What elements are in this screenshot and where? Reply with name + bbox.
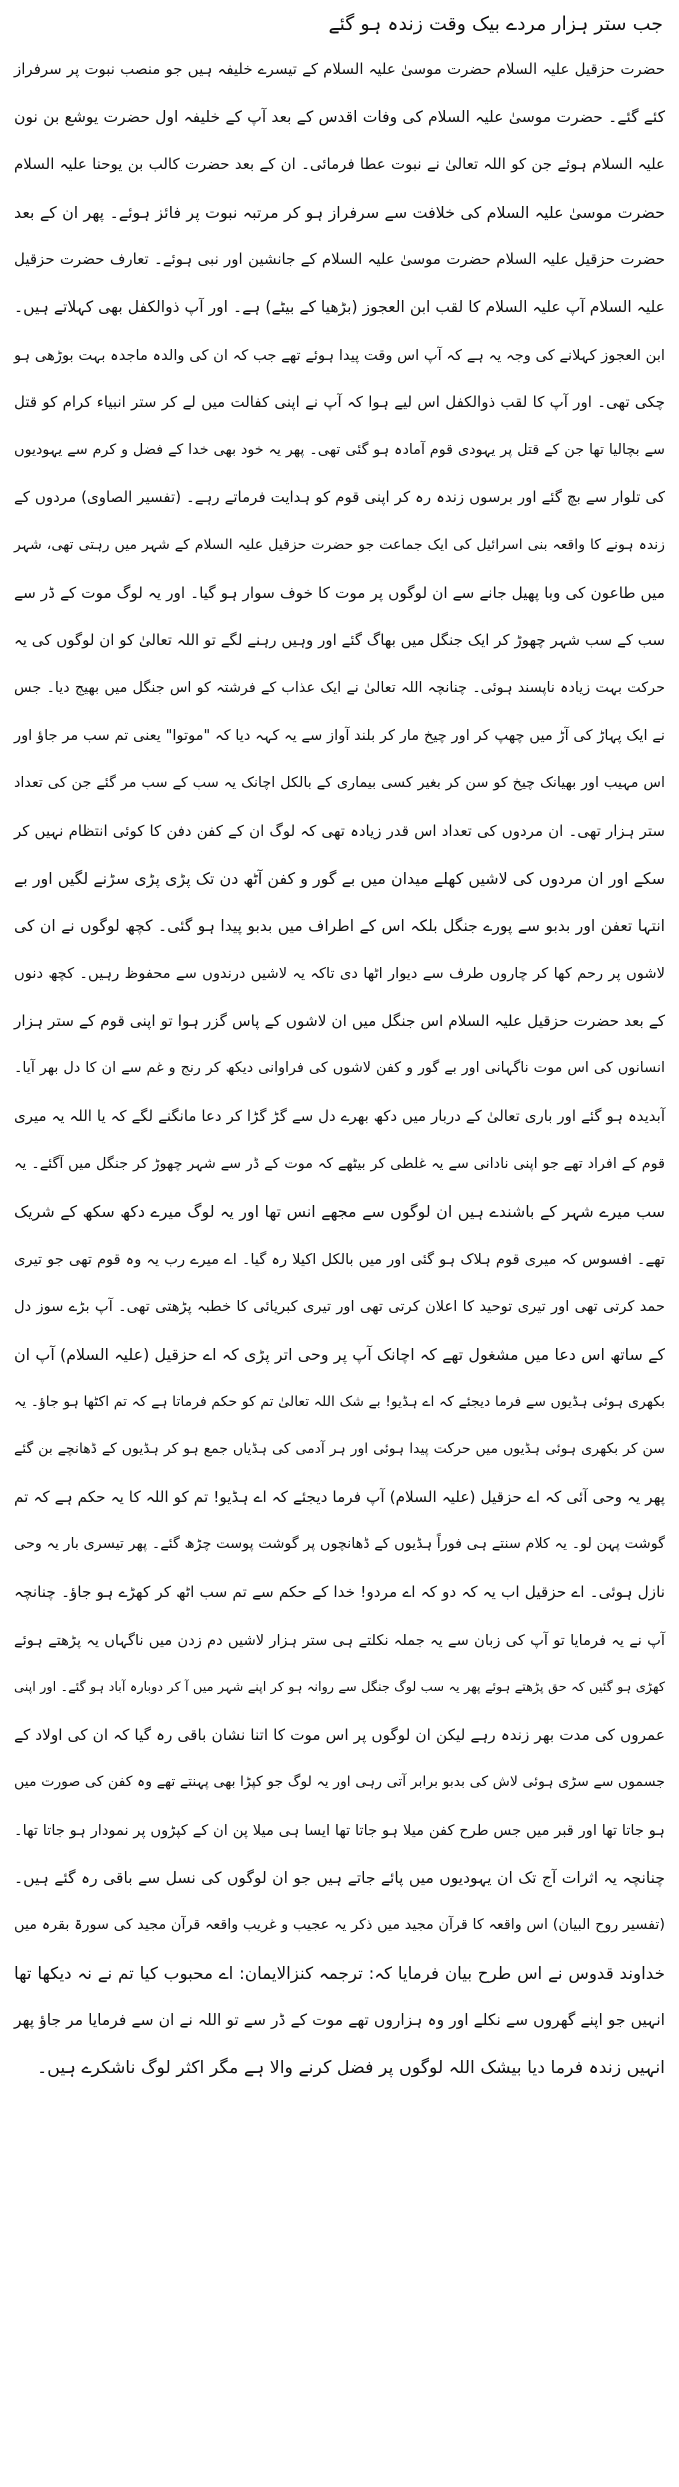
text-line: نازل ہوئی۔ اے حزقیل اب یہ کہ دو کہ اے مردو! خدا کے حکم سے تم سب اٹھ کر کھڑے ہو جاؤ۔ چنانچہ: [14, 1583, 665, 1601]
text-line: بکھری ہوئی ہڈیوں سے فرما دیجئے کہ اے ہڈیو! بے شک اللہ تعالیٰ تم کو حکم فرماتا ہے کہ تم اکٹھا ہو جاؤ۔ یہ: [14, 1393, 665, 1410]
text-line: علیہ السلام ہوئے جن کو اللہ تعالیٰ نے نبوت عطا فرمائی۔ ان کے بعد حضرت کالب بن یوحنا علیہ السلام: [14, 155, 665, 174]
text-line: پھر یہ وحی آئی کہ اے حزقیل (علیہ السلام) آپ فرما دیجئے کہ اے ہڈیو! تم کو اللہ کا یہ حکم ہے کہ تم: [14, 1487, 665, 1506]
text-line: قوم کے افراد تھے جو اپنی نادانی سے یہ غلطی کر بیٹھے کہ موت کے ڈر سے شہر چھوڑ کر جنگل میں آگئے۔ یہ: [14, 1155, 665, 1172]
text-line: سب میرے شہر کے باشندے ہیں ان لوگوں سے مجھے انس تھا اور یہ لوگ میرے دکھ سکھ کے شریک: [14, 1202, 665, 1222]
text-line: انہیں زندہ فرما دیا بیشک اللہ لوگوں پر فضل کرنے والا ہے مگر اکثر لوگ ناشکرے ہیں۔: [36, 2057, 665, 2078]
text-line: آبدیدہ ہو گئے اور باری تعالیٰ کے دربار میں دکھ بھرے دل سے گڑ گڑا کر دعا مانگنے لگے کہ یا اللہ یہ میری: [14, 1107, 665, 1126]
text-line: کے بعد حضرت حزقیل علیہ السلام اس جنگل میں ان لاشوں کے پاس گزر ہوا تو اپنی قوم کے ستر ہزار: [14, 1011, 665, 1030]
text-line: ہو جاتا تھا اور قبر میں جس طرح کفن میلا ہو جاتا تھا ایسا ہی میلا پن ان کے کپڑوں پر نمودار ہو جاتا تھا۔: [14, 1821, 665, 1839]
text-line: حضرت موسیٰ علیہ السلام کی خلافت سے سرفراز ہو کر مرتبہ نبوت پر فائز ہوئے۔ پھر ان کے بعد: [14, 202, 665, 222]
text-line: علیہ السلام آپ علیہ السلام کا لقب ابن العجوز (بڑھیا کے بیٹے) ہے۔ اور آپ ذوالکفل بھی کہلاتے ہیں۔: [14, 297, 665, 316]
text-line: آپ نے یہ فرمایا تو آپ کی زبان سے یہ جملہ نکلتے ہی ستر ہزار لاشیں دم زدن میں ناگہاں یہ پڑھتے ہوئے: [14, 1631, 665, 1649]
text-line: انسانوں کی اس موت ناگہانی اور بے گور و کفن لاشوں کی فراوانی دیکھ کر رنج و غم سے ان کا دل بھر آیا۔: [14, 1060, 665, 1077]
text-line: کی تلوار سے بچ گئے اور برسوں زندہ رہ کر اپنی قوم کو ہدایت فرماتے رہے۔ (تفسیر الصاوی) مردوں کے: [14, 488, 665, 507]
text-line: چکی تھی۔ اور آپ کا لقب ذوالکفل اس لیے ہوا کہ آپ نے اپنی کفالت میں لے کر ستر انبیاء کرام کو قتل: [14, 393, 665, 412]
text-line: کئے گئے۔ حضرت موسیٰ علیہ السلام کی وفات اقدس کے بعد آپ کے خلیفہ اول حضرت یوشع بن نون: [14, 107, 665, 126]
text-line: سے بچالیا تھا جن کے قتل پر یہودی قوم آمادہ ہو گئی تھی۔ پھر یہ خود بھی خدا کے فضل و کرم سے یہودیوں: [14, 441, 665, 458]
text-line: لاشوں پر رحم کھا کر چاروں طرف سے دیوار اٹھا دی تاکہ یہ لاشیں درندوں سے محفوظ رہیں۔ کچھ دنوں: [14, 965, 665, 983]
text-line: میں طاعون کی وبا پھیل جانے سے ان لوگوں پر موت کا خوف سوار ہو گیا۔ اور یہ لوگ موت کے ڈر سے: [14, 583, 665, 602]
text-line: زندہ ہونے کا واقعہ بنی اسرائیل کی ایک جماعت جو حضرت حزقیل علیہ السلام کے شہر میں رہتی تھی، شہر: [14, 536, 665, 553]
text-line: جسموں سے سڑی ہوئی لاش کی بدبو برابر آتی رہی اور یہ لوگ جو کپڑا بھی پہنتے تھے وہ کفن کی صورت میں: [14, 1774, 665, 1791]
text-line: سب کے سب شہر چھوڑ کر ایک جنگل میں بھاگ گئے اور وہیں رہنے لگے تو اللہ تعالیٰ کو ان لوگوں کی یہ: [14, 631, 665, 650]
text-line: ابن العجوز کہلانے کی وجہ یہ ہے کہ آپ اس وقت پیدا ہوئے تھے جب کہ ان کی والدہ ماجدہ بہت بوڑھی ہو: [14, 346, 665, 364]
text-line: عمروں کی مدت بھر زندہ رہے لیکن ان لوگوں پر اس موت کا اتنا نشان باقی رہ گیا کہ ان کی اولاد کے: [14, 1725, 665, 1744]
text-line: حضرت حزقیل علیہ السلام حضرت موسیٰ علیہ السلام کے تیسرے خلیفہ ہیں جو منصب نبوت پر سرفراز: [14, 60, 665, 78]
text-line: انتہا تعفن اور بدبو سے پورے جنگل بلکہ اس کے اطراف میں بدبو پیدا ہو گئی۔ کچھ لوگوں نے ان کی: [14, 916, 665, 935]
text-line: خداوند قدوس نے اس طرح بیان فرمایا کہ: ترجمہ کنزالایمان: اے محبوب کیا تم نے نہ دیکھا تھا: [14, 1962, 665, 1983]
text-line: انہیں جو اپنے گھروں سے نکلے اور وہ ہزاروں تھے موت کے ڈر سے تو اللہ نے ان سے فرمایا مر جاؤ پھر: [14, 2011, 665, 2030]
text-line: تھے۔ افسوس کہ میری قوم ہلاک ہو گئی اور میں بالکل اکیلا رہ گیا۔ اے میرے رب یہ وہ قوم تھی جو تیری: [14, 1250, 665, 1268]
text-line: اس مہیب اور بھیانک چیخ کو سن کر بغیر کسی بیماری کے بالکل اچانک یہ سب کے سب مر گئے جن کی تعداد: [14, 774, 665, 791]
text-line: حضرت حزقیل علیہ السلام حضرت موسیٰ علیہ السلام کے جانشین اور نبی ہوئے۔ تعارف حضرت حزقیل: [14, 250, 665, 269]
text-line: ستر ہزار تھی۔ ان مردوں کی تعداد اس قدر زیادہ تھی کہ لوگ ان کے کفن دفن کا کوئی انتظام نہیں کر: [14, 821, 665, 840]
text-line: گوشت پہن لو۔ یہ کلام سنتے ہی فوراً ہڈیوں کے ڈھانچوں پر گوشت پوست چڑھ گئے۔ پھر تیسری بار یہ وحی: [14, 1536, 665, 1553]
text-line: کے ساتھ اس دعا میں مشغول تھے کہ اچانک آپ پر وحی اتر پڑی کہ اے حزقیل (علیہ السلام) آپ ان: [14, 1345, 665, 1365]
article-title: جب ستر ہزار مردے بیک وقت زندہ ہو گئے: [328, 13, 663, 35]
text-line: (تفسیر روح البیان) اس واقعہ کا قرآن مجید میں ذکر یہ عجیب و غریب واقعہ قرآن مجید کی سورۃ بقرہ میں: [14, 1917, 665, 1934]
article-body: [10, 46, 669, 2093]
text-line: نے ایک پہاڑ کی آڑ میں چھپ کر اور چیخ مار کر بلند آواز سے یہ کہہ دیا کہ "موتوا" یعنی تم سب مر جاؤ اور: [14, 727, 665, 745]
text-line: چنانچہ یہ اثرات آج تک ان یہودیوں میں پائے جاتے ہیں جو ان لوگوں کی نسل سے باقی رہ گئے ہیں۔: [14, 1868, 665, 1887]
text-line: حرکت بہت زیادہ ناپسند ہوئی۔ چنانچہ اللہ تعالیٰ نے ایک عذاب کے فرشتہ کو اس جنگل میں بھیج دیا۔ جس: [14, 679, 665, 696]
text-line: سکے اور ان مردوں کی لاشیں کھلے میدان میں بے گور و کفن آٹھ دن تک پڑی پڑی سڑنے لگیں اور بے: [14, 869, 665, 889]
text-line: حمد کرتی تھی اور تیری توحید کا اعلان کرتی تھی اور تیری کبریائی کا خطبہ پڑھتی تھی۔ آپ بڑے سوز دل: [14, 1298, 665, 1316]
text-line: کھڑی ہو گئیں کہ حق پڑھتے ہوئے پھر یہ سب لوگ جنگل سے روانہ ہو کر اپنے شہر میں آ کر دوبارہ آباد ہو گئے۔ اور اپنی: [14, 1680, 665, 1696]
text-line: سن کر بکھری ہوئی ہڈیوں میں حرکت پیدا ہوئی اور ہر آدمی کی ہڈیاں جمع ہو کر ہڈیوں کے ڈھانچے بن گئے: [14, 1441, 665, 1458]
